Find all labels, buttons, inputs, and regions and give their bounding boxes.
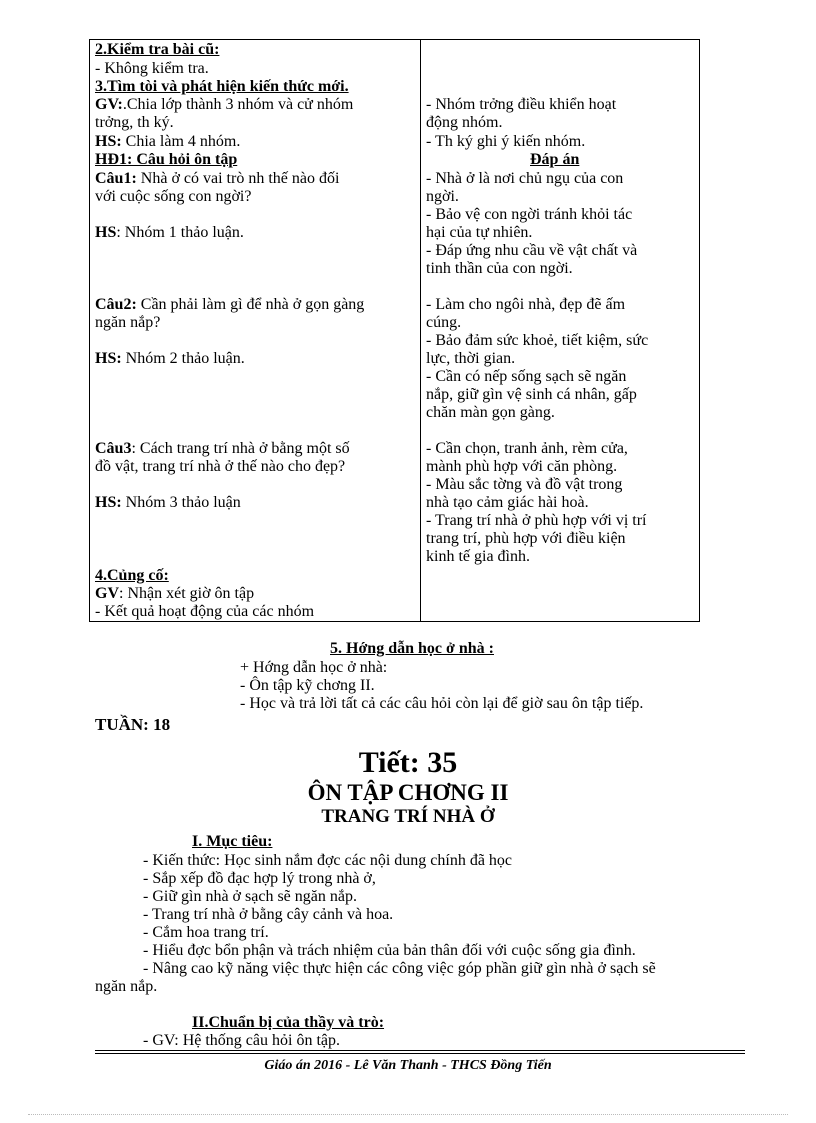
objective-1: - Kiến thức: Học sinh nắm đợc các nội dung chính đã học [143, 852, 513, 869]
answer2-line-2: cúng. [426, 314, 462, 331]
answer2-line-6: nắp, giữ gìn vệ sinh cá nhân, gấp [426, 386, 637, 403]
cau3-line-1 [95, 440, 350, 457]
preparation-item-1: - GV: Hệ thống câu hỏi ôn tập. [143, 1032, 340, 1049]
answer2-line-1: - Làm cho ngôi nhà, đẹp đẽ ấm [426, 296, 626, 313]
gv-text-2: trởng, th ký. [95, 114, 174, 131]
period-title: Tiết: 35 [358, 746, 458, 779]
answer-title: Đáp án [530, 151, 580, 168]
objective-4: - Trang trí nhà ở bằng cây cảnh và hoa. [143, 906, 394, 923]
cau2-text-2: ngăn nắp? [95, 314, 161, 331]
cau2-label: Câu2: [95, 296, 137, 313]
hs3-text: Nhóm 3 thảo luận [121, 494, 241, 511]
answer1-line-1: - Nhà ở là nơi chủ ngụ của con [426, 170, 624, 187]
page-edge-dots [28, 1114, 788, 1115]
answer1-line-6: tinh thần của con ngời. [426, 260, 573, 277]
hs1-line [95, 224, 244, 241]
answer1-line-2: ngời. [426, 188, 459, 205]
gv2-text: : Nhận xét giờ ôn tập [119, 585, 255, 602]
gv2-label: GV [95, 585, 119, 602]
objective-7b: ngăn nắp. [95, 978, 158, 995]
section-4-title: 4.Củng cố: [95, 567, 169, 584]
answer2-line-7: chăn màn gọn gàng. [426, 404, 555, 421]
answer2-line-4: lực, thời gian. [426, 350, 516, 367]
table-column-divider [420, 39, 421, 622]
gv2-line [95, 585, 254, 602]
answer2-line-3: - Bảo đảm sức khoẻ, tiết kiệm, sức [426, 332, 649, 349]
objective-6: - Hiểu đợc bổn phận và trách nhiệm của bản thân đối với cuộc sống gia đình. [143, 942, 636, 959]
section-4-item: - Kết quả hoạt động của các nhóm [95, 603, 315, 620]
week-label: TUẦN: 18 [95, 715, 171, 734]
answer1-line-5: - Đáp ứng nhu cầu về vật chất và [426, 242, 638, 259]
homework-title: 5. Hớng dẫn học ở nhà : [330, 640, 494, 657]
gv-line-1 [95, 96, 353, 113]
homework-line-3: - Học và trả lời tất cả các câu hỏi còn lại để giờ sau ôn tập tiếp. [240, 695, 644, 712]
answer3-line-6: trang trí, phù hợp với điều kiện [426, 530, 626, 547]
cau3-label: Câu3 [95, 440, 132, 457]
cau1-text-2: với cuộc sống con ngời? [95, 188, 252, 205]
hs3-line [95, 494, 241, 511]
section-2-item: - Không kiểm tra. [95, 60, 209, 77]
hs1-label: HS [95, 224, 117, 241]
hs2-text: Nhóm 2 thảo luận. [121, 350, 245, 367]
homework-line-2: - Ôn tập kỹ chơng II. [240, 677, 375, 694]
cau1-label: Câu1: [95, 170, 137, 187]
objective-3: - Giữ gìn nhà ở sạch sẽ ngăn nắp. [143, 888, 357, 905]
cau1-line-1 [95, 170, 339, 187]
preparation-title: II.Chuẩn bị của thầy và trò: [192, 1014, 385, 1031]
answer1-line-3: - Bảo vệ con ngời tránh khỏi tác [426, 206, 633, 223]
cau1-text-1: Nhà ở có vai trò nh thế nào đối [136, 170, 340, 187]
answer2-line-5: - Cần có nếp sống sạch sẽ ngăn [426, 368, 627, 385]
cau3-text-1: : Cách trang trí nhà ở bằng một số [131, 440, 350, 457]
footer-text: Giáo án 2016 - Lê Văn Thanh - THCS Đồng Tiến [264, 1058, 552, 1073]
answer3-line-5: - Trang trí nhà ở phù hợp với vị trí [426, 512, 647, 529]
section-3-title: 3.Tìm tòi và phát hiện kiến thức mới. [95, 78, 349, 95]
topic-title: TRANG TRÍ NHÀ Ở [321, 806, 495, 827]
answer3-line-2: mành phù hợp với căn phòng. [426, 458, 618, 475]
cau3-text-2: đồ vật, trang trí nhà ở thế nào cho đẹp? [95, 458, 346, 475]
hs3-label: HS: [95, 494, 122, 511]
answer3-line-1: - Cần chọn, tranh ảnh, rèm cửa, [426, 440, 628, 457]
gv-label: GV: [95, 96, 123, 113]
objective-7a: - Nâng cao kỹ năng việc thực hiện các công việc góp phần giữ gìn nhà ở sạch sẽ [143, 960, 656, 977]
answer3-line-4: nhà tạo cảm giác hài hoà. [426, 494, 589, 511]
hs1-text: : Nhóm 1 thảo luận. [116, 224, 244, 241]
footer-rule-bottom [95, 1053, 745, 1054]
chapter-title: ÔN TẬP CHƠNG II [307, 780, 509, 805]
right-line-1: - Nhóm trởng điều khiển hoạt [426, 96, 617, 113]
hd1-title: HĐ1: Câu hỏi ôn tập [95, 151, 238, 168]
objective-5: - Cắm hoa trang trí. [143, 924, 269, 941]
answer3-line-7: kinh tế gia đình. [426, 548, 530, 565]
cau2-text-1: Cần phải làm gì để nhà ở gọn gàng [136, 296, 365, 313]
objectives-title: I. Mục tiêu: [192, 833, 273, 850]
right-line-2: động nhóm. [426, 114, 503, 131]
right-line-3: - Th ký ghi ý kiến nhóm. [426, 133, 586, 150]
answer3-line-3: - Màu sắc tờng và đồ vật trong [426, 476, 623, 493]
hs2-label: HS: [95, 350, 122, 367]
objective-2: - Sắp xếp đồ đạc hợp lý trong nhà ở, [143, 870, 376, 887]
hs-line [95, 133, 240, 150]
hs2-line [95, 350, 245, 367]
homework-line-1: + Hớng dẫn học ở nhà: [240, 659, 388, 676]
hs-text: Chia làm 4 nhóm. [121, 133, 241, 150]
footer-rule-top [95, 1050, 745, 1051]
answer1-line-4: hại của tự nhiên. [426, 224, 533, 241]
gv-text-1: .Chia lớp thành 3 nhóm và cử nhóm [122, 96, 354, 113]
hs-label: HS: [95, 133, 122, 150]
section-2-title: 2.Kiểm tra bài cũ: [95, 41, 220, 58]
cau2-line-1 [95, 296, 364, 313]
